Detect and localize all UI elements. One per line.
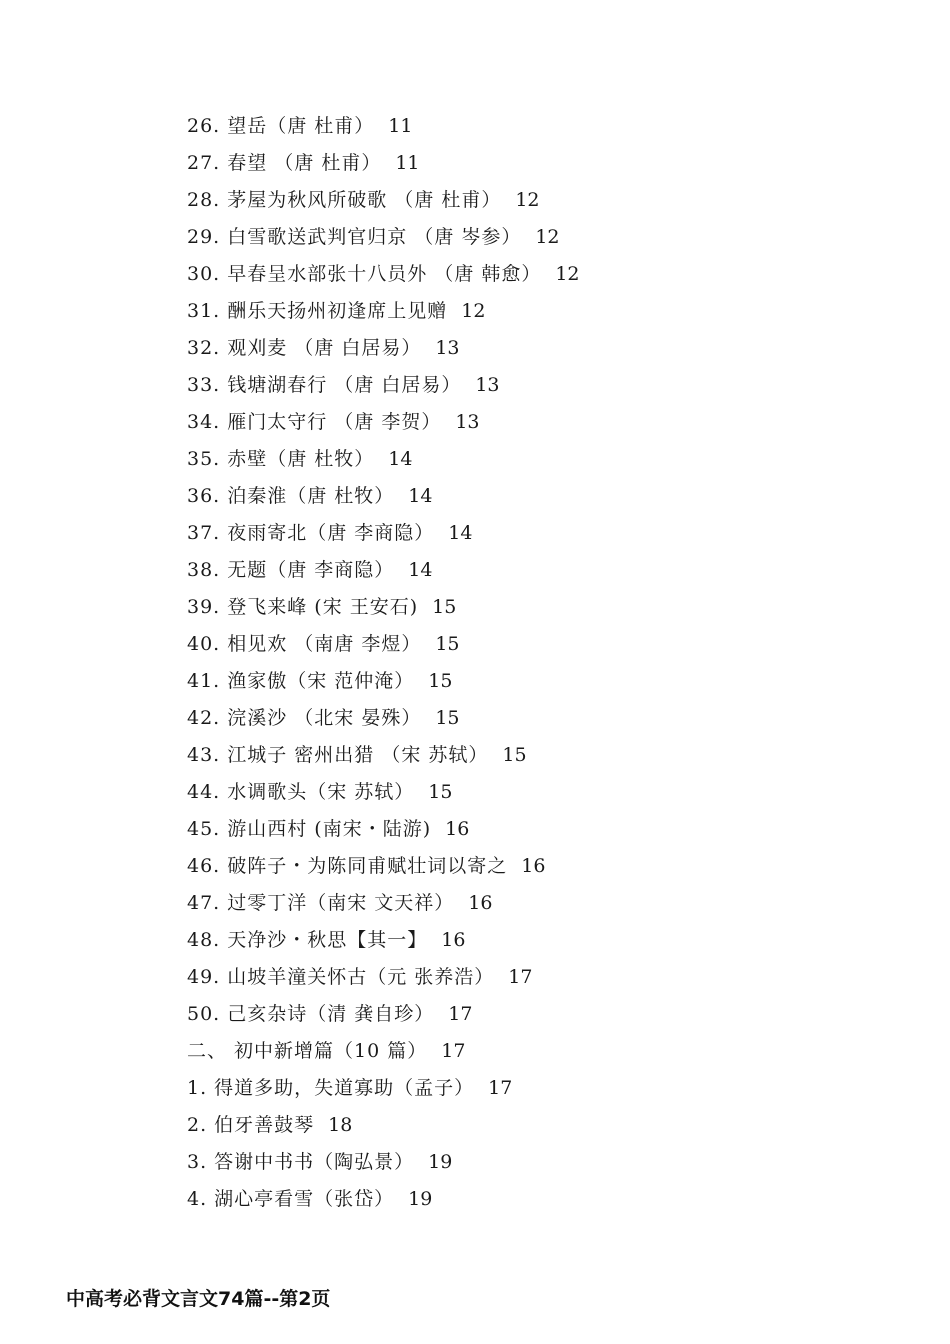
toc-entry-title: 28. 茅屋为秋风所破歌 （唐 杜甫） [187,189,502,211]
toc-entry-title: 二、 初中新增篇（10 篇） [187,1040,428,1062]
toc-entry [187,330,580,367]
toc-entry-page-number: 14 [388,448,413,470]
toc-entry [187,1144,580,1181]
toc-entry-page-number: 13 [475,374,500,396]
toc-entry-page-number: 13 [455,411,480,433]
toc-entry-title: 27. 春望 （唐 杜甫） [187,152,382,174]
toc-entry-title: 41. 渔家傲（宋 范仲淹） [187,670,415,692]
toc-entry-title: 44. 水调歌头（宋 苏轼） [187,781,415,803]
toc-entry-title: 49. 山坡羊潼关怀古（元 张养浩） [187,966,495,988]
toc-entry-page-number: 17 [508,966,533,988]
toc-entry-title: 50. 己亥杂诗（清 龚自珍） [187,1003,435,1025]
toc-entry [187,626,580,663]
toc-entry-page-number: 15 [435,707,460,729]
toc-entry-title: 2. 伯牙善鼓琴 [187,1114,315,1136]
toc-entry-title: 32. 观刈麦 （唐 白居易） [187,337,422,359]
toc-entry-title: 1. 得道多助，失道寡助（孟子） [187,1077,475,1099]
toc-entry [187,515,580,552]
toc-entry [187,219,580,256]
toc-entry-title: 31. 酬乐天扬州初逢席上见赠 [187,300,448,322]
toc-entry-title: 37. 夜雨寄北（唐 李商隐） [187,522,435,544]
toc-entry [187,367,580,404]
toc-entry-title: 33. 钱塘湖春行 （唐 白居易） [187,374,462,396]
toc-entry-page-number: 17 [441,1040,466,1062]
toc-entry-page-number: 15 [432,596,457,618]
toc-entry [187,108,580,145]
toc-entry-page-number: 16 [441,929,466,951]
toc-entry-title: 39. 登飞来峰 (宋 王安石) [187,596,419,618]
toc-entry-page-number: 14 [408,559,433,581]
toc-entry-title: 35. 赤壁（唐 杜牧） [187,448,375,470]
page-footer: 中高考必背文言文74篇--第2页 [66,1288,331,1310]
toc-entry [187,404,580,441]
toc-entry [187,811,580,848]
toc-entry-title: 47. 过零丁洋（南宋 文天祥） [187,892,455,914]
toc-entry-page-number: 14 [408,485,433,507]
toc-entry-page-number: 12 [461,300,486,322]
toc-entry [187,182,580,219]
toc-entry-page-number: 15 [428,670,453,692]
toc-entry [187,256,580,293]
toc-entry-title: 34. 雁门太守行 （唐 李贺） [187,411,442,433]
toc-entry-page-number: 11 [395,152,420,174]
toc-entry [187,145,580,182]
toc-entry-page-number: 14 [448,522,473,544]
toc-entry [187,1107,580,1144]
toc-entry-title: 42. 浣溪沙 （北宋 晏殊） [187,707,422,729]
toc-entry-page-number: 18 [328,1114,353,1136]
toc-entry [187,663,580,700]
toc-entry [187,996,580,1033]
toc-entry-title: 48. 天净沙・秋思【其一】 [187,929,428,951]
toc-entry-page-number: 19 [408,1188,433,1210]
table-of-contents [187,108,580,1218]
toc-entry-page-number: 15 [428,781,453,803]
toc-entry [187,848,580,885]
toc-entry [187,922,580,959]
toc-entry-title: 26. 望岳（唐 杜甫） [187,115,375,137]
toc-entry [187,1033,580,1070]
toc-entry-title: 40. 相见欢 （南唐 李煜） [187,633,422,655]
toc-entry [187,589,580,626]
toc-entry-page-number: 15 [502,744,527,766]
toc-entry [187,700,580,737]
toc-entry [187,737,580,774]
toc-entry [187,478,580,515]
toc-entry [187,885,580,922]
toc-entry-page-number: 16 [521,855,546,877]
toc-entry-title: 43. 江城子 密州出猎 （宋 苏轼） [187,744,489,766]
toc-entry-title: 30. 早春呈水部张十八员外 （唐 韩愈） [187,263,542,285]
toc-entry-page-number: 11 [388,115,413,137]
toc-entry-title: 46. 破阵子・为陈同甫赋壮词以寄之 [187,855,508,877]
toc-entry [187,774,580,811]
toc-entry-page-number: 12 [515,189,540,211]
toc-entry-title: 45. 游山西村 (南宋・陆游) [187,818,432,840]
toc-entry-page-number: 16 [445,818,470,840]
toc-entry-page-number: 13 [435,337,460,359]
toc-entry-page-number: 17 [488,1077,513,1099]
toc-entry-title: 3. 答谢中书书（陶弘景） [187,1151,415,1173]
toc-entry-title: 36. 泊秦淮（唐 杜牧） [187,485,395,507]
toc-entry-title: 38. 无题（唐 李商隐） [187,559,395,581]
toc-entry [187,959,580,996]
toc-entry-title: 29. 白雪歌送武判官归京 （唐 岑参） [187,226,522,248]
toc-entry [187,552,580,589]
toc-entry [187,441,580,478]
toc-entry [187,293,580,330]
toc-entry-page-number: 15 [435,633,460,655]
toc-entry-title: 4. 湖心亭看雪（张岱） [187,1188,395,1210]
toc-entry-page-number: 12 [535,226,560,248]
toc-entry-page-number: 19 [428,1151,453,1173]
toc-entry [187,1070,580,1107]
toc-entry-page-number: 16 [468,892,493,914]
toc-entry [187,1181,580,1218]
toc-entry-page-number: 12 [555,263,580,285]
toc-entry-page-number: 17 [448,1003,473,1025]
